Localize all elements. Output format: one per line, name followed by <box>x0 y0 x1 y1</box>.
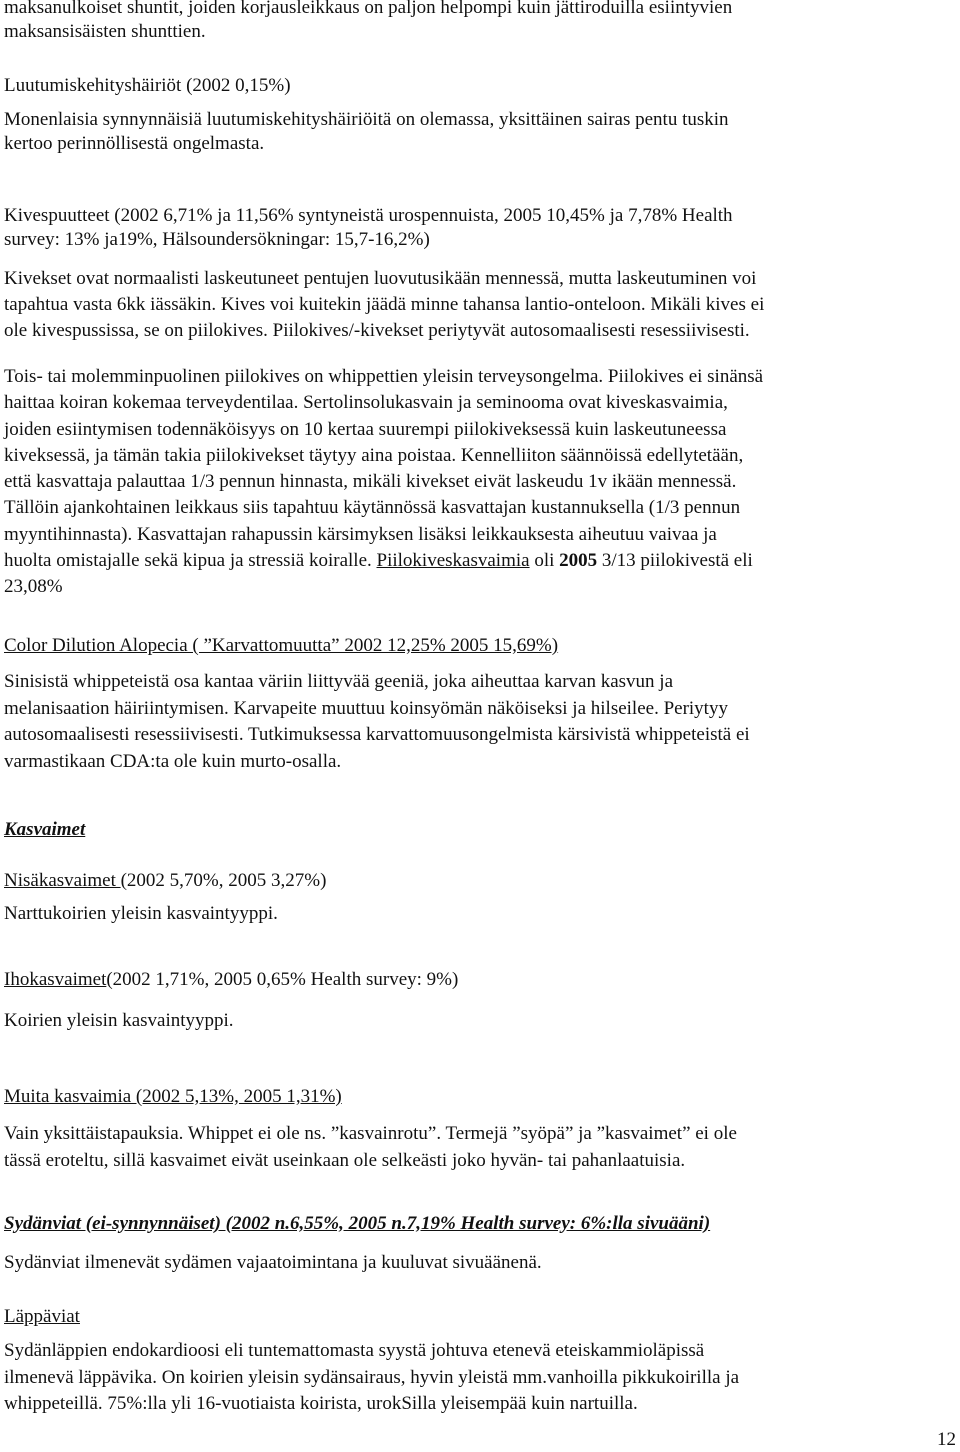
text-line: Tois- tai molemminpuolinen piilokives on whippettien yleisin terveysongelma. Piilokives ei sinänsä <box>4 366 764 387</box>
text-line: Kivekset ovat normaalisti laskeutuneet pentujen luovutusikään mennessä, mutta laskeutuminen voi <box>4 268 757 289</box>
text-line: maksansisäisten shunttien. <box>4 21 206 42</box>
kasvaimet-heading <box>4 818 954 842</box>
text-line: kertoo perinnöllisestä ongelmasta. <box>4 133 265 154</box>
text-line: Vain yksittäistapauksia. Whippet ei ole ns. ”kasvainrotu”. Termejä ”syöpä” ja ”kasvaimet” ei ole <box>4 1123 737 1144</box>
sydanviat-text: Sydänviat ilmenevät sydämen vajaatoimintana ja kuuluvat sivuäänenä. <box>4 1252 542 1273</box>
text-line: myyntihinnasta). Kasvattajan rahapussin kärsimyksen lisäksi leikkauksesta aiheutuu vaivaa ja <box>4 523 717 545</box>
cda-paragraph <box>4 669 954 775</box>
ihokasvaimet-link[interactable]: Ihokasvaimet <box>4 969 107 990</box>
sydanviat-heading-text: Sydänviat (ei-synnynnäiset) (2002 n.6,55%, 2005 n.7,19% Health survey: 6%:lla sivuääni) <box>4 1213 711 1234</box>
cda-heading <box>4 634 954 658</box>
intro-paragraph <box>4 0 954 44</box>
text-line: survey: 13% ja19%, Hälsoundersökningar: 15,7-16,2%) <box>4 229 430 250</box>
luutumis-paragraph <box>4 108 954 156</box>
text-line: melanisaation häiriintymisen. Karvapeite muuttuu koinsyömän näköiseksi ja hilseilee. Periytyy <box>4 697 728 719</box>
kasvaimet-heading-text: Kasvaimet <box>4 819 86 840</box>
text-line <box>4 548 954 574</box>
nisakasvaimet-heading <box>4 869 954 893</box>
text-line: whippeteillä. 75%:lla yli 16-vuotiaista koirista, urokSilla yleisempää kuin nartuilla. <box>4 1393 638 1414</box>
text-line: Tällöin ajankohtainen leikkaus siis tapahtuu käytännössä kasvattajan kustannuksella (1/3 pennun <box>4 497 741 519</box>
sydanviat-heading <box>4 1212 954 1236</box>
ihokasvaimet-text: Koirien yleisin kasvaintyyppi. <box>4 1010 234 1031</box>
text-run: oli <box>529 550 560 572</box>
luutumis-heading: Luutumiskehityshäiriöt (2002 0,15%) <box>4 75 291 96</box>
text-line: kiveksessä, ja tämän takia piilokivekset täytyy aina poistaa. Kennelliiton säännöissä edellytetään, <box>4 444 744 466</box>
text-run: (2002 1,71%, 2005 0,65% Health survey: 9%) <box>106 969 459 990</box>
text-line: Monenlaisia synnynnäisiä luutumiskehityshäiriöitä on olemassa, yksittäinen sairas pentu tuskin <box>4 109 729 130</box>
nisakasvaimet-text: Narttukoirien yleisin kasvaintyyppi. <box>4 903 278 924</box>
text-line: varmastikaan CDA:ta ole kuin murto-osalla. <box>4 750 342 772</box>
kives-heading <box>4 204 954 252</box>
lappaviat-link[interactable]: Läppäviat <box>4 1306 80 1327</box>
text-line: että kasvattaja palauttaa 1/3 pennun hinnasta, mikäli kivekset eivät laskeudu 1v ikään mennessä. <box>4 471 737 493</box>
ihokasvaimet-heading <box>4 968 954 992</box>
text-line: maksanulkoiset shuntit, joiden korjausleikkaus on paljon helpompi kuin jättiroduilla esiintyvien <box>4 0 733 18</box>
text-line: ilmenevä läppävika. On koirien yleisin sydänsairaus, hyvin yleistä mm.vanhoilla pikkukoirilla ja <box>4 1366 740 1388</box>
text-line: Sydänläppien endokardioosi eli tuntemattomasta syystä johtuva etenevä eteiskammioläpissä <box>4 1340 705 1361</box>
lappaviat-heading <box>4 1305 954 1329</box>
text-line: 23,08% <box>4 576 63 598</box>
page-number: 12 <box>937 1429 956 1450</box>
muita-kasvaimia-paragraph <box>4 1120 954 1174</box>
text-line: ole kivespussissa, se on piilokives. Piilokives/-kivekset periytyvät autosomaalisesti resessiivisesti. <box>4 320 750 341</box>
cda-heading-text: Color Dilution Alopecia ( ”Karvattomuutta” 2002 12,25% 2005 15,69%) <box>4 635 559 656</box>
kives-paragraph-2 <box>4 364 954 601</box>
text-line: tässä eroteltu, sillä kasvaimet eivät useinkaan ole selkeästi joko hyvän- tai pahanlaatuisia. <box>4 1150 686 1171</box>
text-line: autosomaalisesti resessiivisesti. Tutkimuksessa karvattomuusongelmista kärsivistä whippeteistä ei <box>4 724 750 745</box>
text-run: 3/13 piilokivestä eli <box>597 550 753 572</box>
text-run: huolta omistajalle sekä kipua ja stressiä koiralle. <box>4 550 377 572</box>
muita-kasvaimia-link[interactable]: Muita kasvaimia (2002 5,13%, 2005 1,31%) <box>4 1086 342 1107</box>
lappaviat-paragraph <box>4 1338 954 1418</box>
piilokiveskasvaimia-link[interactable]: Piilokiveskasvaimia <box>376 550 530 572</box>
text-line: joiden esiintymisen todennäköisyys on 10 kertaa suurempi piilokiveksessä kuin laskeutuneessa <box>4 418 727 440</box>
text-line: haittaa koiran kokemaa terveydentilaa. Sertolinsolukasvain ja seminooma ovat kiveskasvaimia, <box>4 392 728 414</box>
text-line: Kivespuutteet (2002 6,71% ja 11,56% syntyneistä urospennuista, 2005 10,45% ja 7,78% Health <box>4 205 733 226</box>
nisakasvaimet-link[interactable]: Nisäkasvaimet <box>4 870 121 891</box>
text-line: Sinisistä whippeteistä osa kantaa väriin liittyvää geeniä, joka aiheuttaa karvan kasvun ja <box>4 671 674 692</box>
text-run: (2002 5,70%, 2005 3,27%) <box>120 870 327 891</box>
muita-kasvaimia-heading <box>4 1085 954 1109</box>
kives-paragraph-1 <box>4 266 954 344</box>
text-line: tapahtua vasta 6kk iässäkin. Kives voi kuitekin jäädä minne tahansa lantio-onteloon. Mikäli kives ei <box>4 294 765 315</box>
text-run-bold: 2005 <box>559 550 598 572</box>
